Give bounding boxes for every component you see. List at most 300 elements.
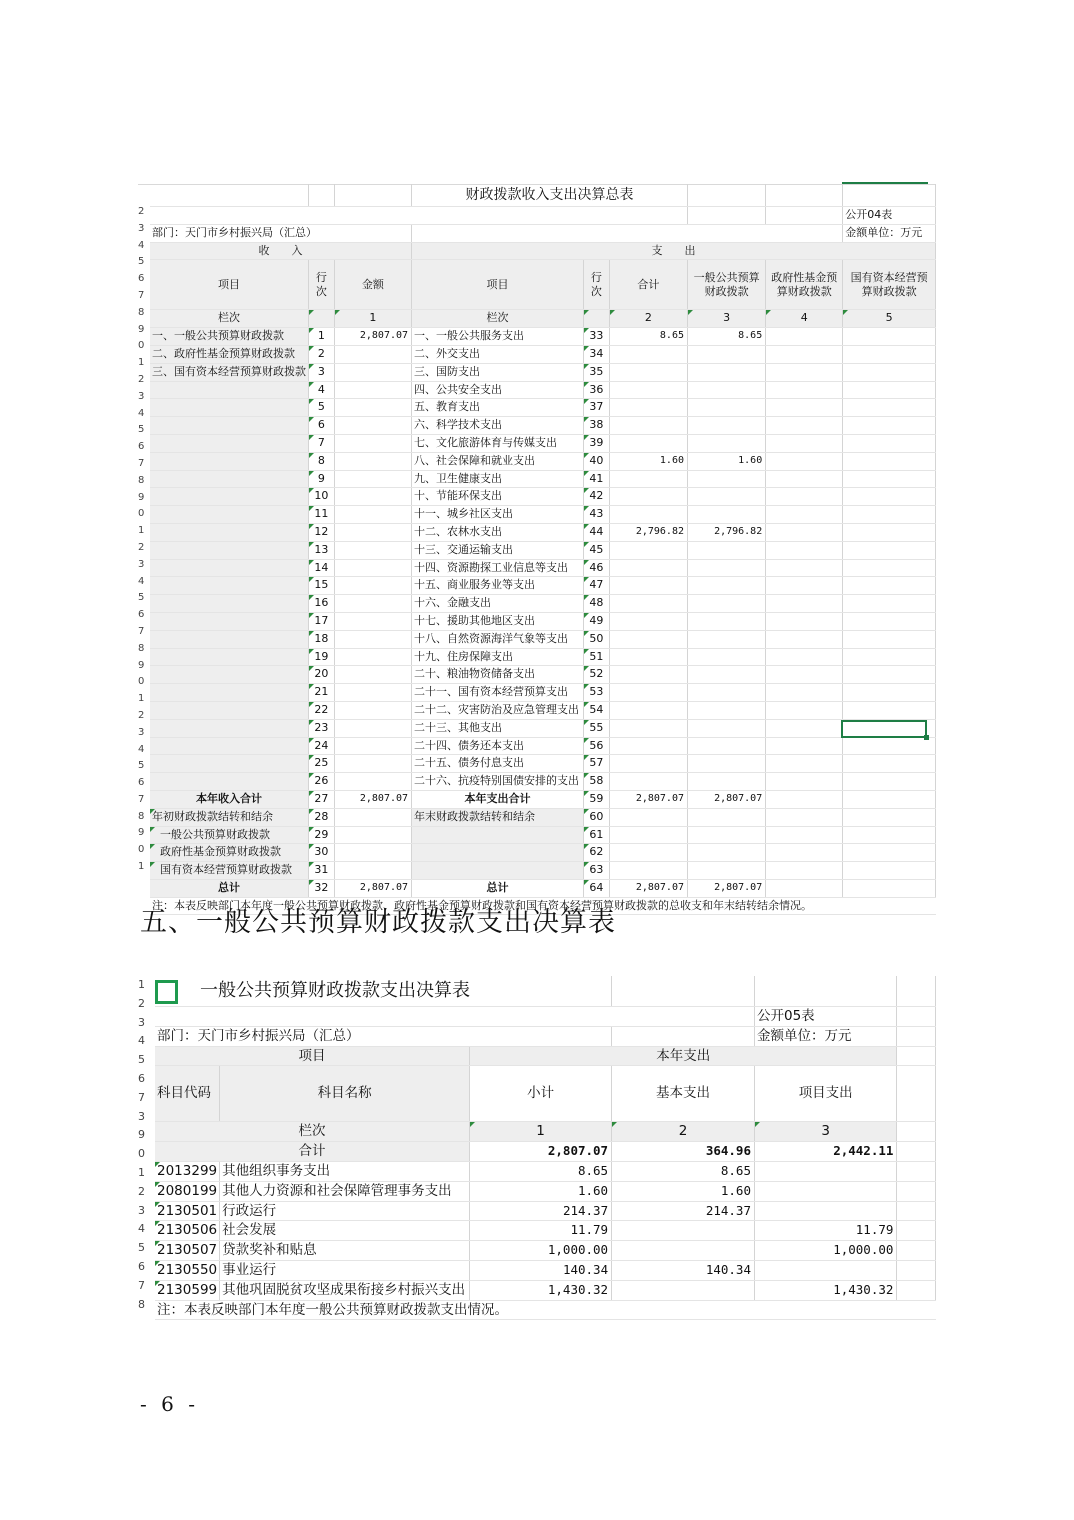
col-index-label[interactable]: 栏次 — [155, 1122, 470, 1142]
income-amount[interactable] — [334, 577, 411, 595]
col-index-2[interactable]: 2 — [612, 1122, 755, 1142]
row-number[interactable]: 4 — [138, 239, 145, 251]
row-number[interactable]: 3 — [138, 1015, 145, 1029]
row-number[interactable]: 3 — [138, 1203, 145, 1217]
expense-total[interactable] — [609, 488, 687, 506]
expense-total[interactable] — [609, 701, 687, 719]
fund-budget-amount[interactable] — [766, 755, 843, 773]
expense-line[interactable]: 33 — [583, 328, 609, 346]
expense-item[interactable]: 十七、援助其他地区支出 — [412, 612, 584, 630]
income-amount[interactable] — [334, 399, 411, 417]
income-amount[interactable] — [334, 541, 411, 559]
col-index-2[interactable]: 2 — [609, 310, 687, 328]
row-number[interactable]: 8 — [138, 1297, 145, 1311]
expense-line[interactable]: 52 — [583, 666, 609, 684]
expense-line[interactable]: 59 — [583, 790, 609, 808]
income-item[interactable] — [150, 399, 309, 417]
row-number[interactable]: 2 — [138, 206, 145, 217]
general-budget-amount[interactable] — [688, 612, 766, 630]
expense-total[interactable] — [609, 470, 687, 488]
income-item[interactable] — [150, 559, 309, 577]
subject-code[interactable]: 2130507 — [155, 1241, 220, 1261]
basic-expense-header[interactable]: 基本支出 — [612, 1066, 755, 1122]
fund-budget-amount[interactable] — [766, 879, 843, 897]
income-line[interactable]: 18 — [309, 630, 335, 648]
expense-line[interactable]: 58 — [583, 773, 609, 791]
active-cell-selection[interactable] — [841, 720, 927, 738]
state-capital-amount[interactable] — [843, 862, 936, 880]
expense-line[interactable]: 57 — [583, 755, 609, 773]
subject-name[interactable]: 贷款奖补和贴息 — [220, 1241, 470, 1261]
expense-total[interactable]: 2,796.82 — [609, 523, 687, 541]
income-item[interactable] — [150, 755, 309, 773]
state-capital-amount[interactable] — [843, 737, 936, 755]
expense-line[interactable]: 34 — [583, 345, 609, 363]
income-line[interactable]: 11 — [309, 506, 335, 524]
general-budget-amount[interactable] — [688, 630, 766, 648]
income-amount[interactable] — [334, 666, 411, 684]
income-line[interactable]: 5 — [309, 399, 335, 417]
basic-amount[interactable]: 140.34 — [612, 1260, 755, 1280]
income-item[interactable]: 总计 — [150, 879, 309, 897]
expense-total[interactable] — [609, 808, 687, 826]
expense-line[interactable]: 53 — [583, 684, 609, 702]
expense-line[interactable]: 61 — [583, 826, 609, 844]
expense-total[interactable] — [609, 506, 687, 524]
general-budget-amount[interactable] — [688, 541, 766, 559]
income-amount[interactable] — [334, 719, 411, 737]
income-line[interactable]: 31 — [309, 862, 335, 880]
fund-budget-amount[interactable] — [766, 328, 843, 346]
fund-budget-amount[interactable] — [766, 434, 843, 452]
income-item[interactable]: 一般公共预算财政拨款 — [150, 826, 309, 844]
income-amount[interactable] — [334, 630, 411, 648]
income-line[interactable]: 22 — [309, 701, 335, 719]
income-amount[interactable] — [334, 523, 411, 541]
expense-item[interactable] — [412, 844, 584, 862]
row-number[interactable]: 2 — [138, 373, 145, 385]
expense-item[interactable]: 九、卫生健康支出 — [412, 470, 584, 488]
expense-total[interactable] — [609, 417, 687, 435]
fund-budget-amount[interactable] — [766, 595, 843, 613]
expense-item[interactable] — [412, 862, 584, 880]
expense-total[interactable]: 8.65 — [609, 328, 687, 346]
expense-total[interactable] — [609, 844, 687, 862]
fund-budget-amount[interactable] — [766, 363, 843, 381]
expense-line-header[interactable]: 行次 — [583, 260, 609, 310]
row-number[interactable]: 6 — [138, 609, 145, 621]
income-line[interactable]: 1 — [309, 328, 335, 346]
subject-code[interactable]: 2013299 — [155, 1161, 220, 1181]
fund-budget-amount[interactable] — [766, 844, 843, 862]
col-index-exp-label[interactable]: 栏次 — [412, 310, 584, 328]
fund-budget-amount[interactable] — [766, 452, 843, 470]
expense-total[interactable] — [609, 684, 687, 702]
row-number[interactable]: 2 — [138, 996, 145, 1010]
subject-code[interactable]: 2130501 — [155, 1201, 220, 1221]
expense-line[interactable]: 42 — [583, 488, 609, 506]
expense-total[interactable] — [609, 577, 687, 595]
expense-total[interactable] — [609, 381, 687, 399]
row-number[interactable]: 4 — [138, 407, 145, 419]
fund-budget-amount[interactable] — [766, 381, 843, 399]
row-number[interactable]: 5 — [138, 1241, 145, 1255]
income-line[interactable]: 19 — [309, 648, 335, 666]
expense-item[interactable]: 年末财政拨款结转和结余 — [412, 808, 584, 826]
expense-item[interactable]: 七、文化旅游体育与传媒支出 — [412, 434, 584, 452]
income-amount[interactable] — [334, 434, 411, 452]
row-number[interactable]: 7 — [138, 625, 145, 637]
row-number[interactable]: 7 — [138, 457, 145, 469]
project-amount[interactable]: 11.79 — [754, 1221, 896, 1241]
state-capital-amount[interactable] — [843, 808, 936, 826]
subject-name[interactable]: 事业运行 — [220, 1260, 470, 1280]
fund-budget-amount[interactable] — [766, 506, 843, 524]
sheet1-form-no[interactable]: 公开04表 — [843, 207, 936, 225]
subject-name[interactable]: 其他巩固脱贫攻坚成果衔接乡村振兴支出 — [220, 1280, 470, 1300]
fund-budget-amount[interactable] — [766, 701, 843, 719]
state-capital-amount[interactable] — [843, 684, 936, 702]
subtotal-header[interactable]: 小计 — [470, 1066, 612, 1122]
sheet1-title[interactable]: 财政拨款收入支出决算总表 — [412, 184, 688, 207]
income-item[interactable] — [150, 523, 309, 541]
general-budget-amount[interactable] — [688, 417, 766, 435]
basic-amount[interactable] — [612, 1280, 755, 1300]
income-line[interactable]: 7 — [309, 434, 335, 452]
row-number[interactable]: 2 — [138, 1184, 145, 1198]
expense-item[interactable]: 总计 — [412, 879, 584, 897]
income-item[interactable] — [150, 577, 309, 595]
expense-line[interactable]: 62 — [583, 844, 609, 862]
expense-item[interactable]: 二十、粮油物资储备支出 — [412, 666, 584, 684]
expense-item-header[interactable]: 项目 — [412, 260, 584, 310]
expense-item[interactable]: 十六、金融支出 — [412, 595, 584, 613]
subject-code[interactable]: 2080199 — [155, 1181, 220, 1201]
fund-budget-amount[interactable] — [766, 612, 843, 630]
income-line-header[interactable]: 行次 — [309, 260, 335, 310]
expense-item[interactable]: 十八、自然资源海洋气象等支出 — [412, 630, 584, 648]
project-amount[interactable] — [754, 1201, 896, 1221]
expense-item[interactable]: 十九、住房保障支出 — [412, 648, 584, 666]
subtotal-amount[interactable]: 1,430.32 — [470, 1280, 612, 1300]
state-capital-amount[interactable] — [843, 755, 936, 773]
basic-amount[interactable] — [612, 1221, 755, 1241]
row-number[interactable]: 6 — [138, 1071, 145, 1085]
state-capital-amount[interactable] — [843, 328, 936, 346]
fund-budget-amount[interactable] — [766, 399, 843, 417]
expense-item[interactable]: 十三、交通运输支出 — [412, 541, 584, 559]
income-item-header[interactable]: 项目 — [150, 260, 309, 310]
expense-item[interactable]: 二、外交支出 — [412, 345, 584, 363]
row-number[interactable]: 5 — [138, 1053, 145, 1067]
general-budget-amount[interactable]: 1.60 — [688, 452, 766, 470]
expense-item[interactable]: 十五、商业服务业等支出 — [412, 577, 584, 595]
sheet1-unit[interactable]: 金额单位：万元 — [843, 224, 936, 242]
expense-total[interactable] — [609, 666, 687, 684]
expense-item[interactable]: 六、科学技术支出 — [412, 417, 584, 435]
col-index-1[interactable]: 1 — [470, 1122, 612, 1142]
expense-line[interactable]: 45 — [583, 541, 609, 559]
expense-total[interactable] — [609, 595, 687, 613]
state-capital-amount[interactable] — [843, 434, 936, 452]
row-number[interactable]: 3 — [138, 1109, 145, 1123]
row-number[interactable]: 9 — [138, 323, 145, 335]
fund-budget-amount[interactable] — [766, 541, 843, 559]
state-capital-amount[interactable] — [843, 666, 936, 684]
income-amount[interactable]: 2,807.07 — [334, 879, 411, 897]
state-capital-amount[interactable] — [843, 559, 936, 577]
general-budget-amount[interactable] — [688, 684, 766, 702]
state-capital-amount[interactable] — [843, 648, 936, 666]
row-number[interactable]: 3 — [138, 558, 145, 570]
income-item[interactable]: 国有资本经营预算财政拨款 — [150, 862, 309, 880]
year-expense-header[interactable]: 本年支出 — [470, 1046, 897, 1066]
empty-cell[interactable] — [897, 1260, 936, 1280]
fund-budget-amount[interactable] — [766, 648, 843, 666]
subject-name[interactable]: 其他人力资源和社会保障管理事务支出 — [220, 1181, 470, 1201]
general-budget-amount[interactable] — [688, 844, 766, 862]
project-amount[interactable]: 1,430.32 — [754, 1280, 896, 1300]
income-line[interactable]: 24 — [309, 737, 335, 755]
income-line[interactable]: 15 — [309, 577, 335, 595]
state-capital-amount[interactable] — [843, 506, 936, 524]
general-budget-amount[interactable]: 2,807.07 — [688, 879, 766, 897]
row-number[interactable]: 6 — [138, 441, 145, 453]
state-capital-amount[interactable] — [843, 577, 936, 595]
income-item[interactable]: 政府性基金预算财政拨款 — [150, 844, 309, 862]
income-amount[interactable] — [334, 826, 411, 844]
expense-line[interactable]: 49 — [583, 612, 609, 630]
general-budget-amount[interactable] — [688, 595, 766, 613]
expense-item[interactable]: 五、教育支出 — [412, 399, 584, 417]
income-item[interactable] — [150, 630, 309, 648]
general-budget-amount[interactable] — [688, 470, 766, 488]
income-amount[interactable] — [334, 381, 411, 399]
sheet2-dept[interactable]: 部门：天门市乡村振兴局（汇总） — [155, 1026, 612, 1046]
expense-line[interactable]: 44 — [583, 523, 609, 541]
fund-budget-amount[interactable] — [766, 666, 843, 684]
income-item[interactable] — [150, 737, 309, 755]
empty-cell[interactable] — [897, 1161, 936, 1181]
fund-budget-amount[interactable] — [766, 808, 843, 826]
general-budget-amount[interactable]: 2,807.07 — [688, 790, 766, 808]
expense-item[interactable]: 二十三、其他支出 — [412, 719, 584, 737]
fund-budget-amount[interactable] — [766, 488, 843, 506]
empty-cell[interactable] — [897, 1280, 936, 1300]
income-amount[interactable] — [334, 773, 411, 791]
state-capital-amount[interactable] — [843, 790, 936, 808]
subject-code[interactable]: 2130599 — [155, 1280, 220, 1300]
expense-total[interactable] — [609, 434, 687, 452]
expense-total[interactable] — [609, 826, 687, 844]
expense-line[interactable]: 39 — [583, 434, 609, 452]
general-budget-amount[interactable] — [688, 701, 766, 719]
expense-line[interactable]: 56 — [583, 737, 609, 755]
income-amount[interactable] — [334, 844, 411, 862]
income-line[interactable]: 21 — [309, 684, 335, 702]
subtotal-amount[interactable]: 140.34 — [470, 1260, 612, 1280]
general-budget-amount[interactable] — [688, 719, 766, 737]
row-number[interactable]: 8 — [138, 306, 145, 318]
expense-total[interactable] — [609, 862, 687, 880]
expense-total[interactable]: 2,807.07 — [609, 790, 687, 808]
fund-budget-amount[interactable] — [766, 719, 843, 737]
expense-line[interactable]: 50 — [583, 630, 609, 648]
income-line[interactable]: 13 — [309, 541, 335, 559]
subject-code[interactable]: 2130550 — [155, 1260, 220, 1280]
general-budget-amount[interactable]: 8.65 — [688, 328, 766, 346]
row-number[interactable]: 8 — [138, 474, 145, 486]
sheet1-dept[interactable]: 部门：天门市乡村振兴局（汇总） — [150, 224, 412, 242]
empty-cell[interactable] — [897, 1181, 936, 1201]
row-number[interactable]: 0 — [138, 844, 145, 856]
expense-item[interactable]: 二十二、灾害防治及应急管理支出 — [412, 701, 584, 719]
income-item[interactable] — [150, 719, 309, 737]
row-number[interactable]: 1 — [138, 693, 145, 705]
expense-line[interactable]: 60 — [583, 808, 609, 826]
income-line[interactable]: 20 — [309, 666, 335, 684]
income-line[interactable]: 32 — [309, 879, 335, 897]
row-number[interactable]: 9 — [138, 827, 145, 839]
row-number[interactable]: 6 — [138, 777, 145, 789]
income-item[interactable] — [150, 648, 309, 666]
row-number[interactable]: 4 — [138, 1222, 145, 1236]
income-item[interactable] — [150, 434, 309, 452]
total-subtotal[interactable]: 2,807.07 — [470, 1142, 612, 1162]
row-number[interactable]: 5 — [138, 760, 145, 772]
row-number[interactable]: 8 — [138, 810, 145, 822]
row-number[interactable]: 5 — [138, 592, 145, 604]
fund-budget-amount[interactable] — [766, 345, 843, 363]
income-item[interactable]: 年初财政拨款结转和结余 — [150, 808, 309, 826]
general-budget-amount[interactable] — [688, 434, 766, 452]
general-budget-amount[interactable] — [688, 666, 766, 684]
expense-item[interactable]: 本年支出合计 — [412, 790, 584, 808]
row-number[interactable]: 6 — [138, 273, 145, 285]
fund-budget-amount[interactable] — [766, 826, 843, 844]
general-budget-amount[interactable] — [688, 648, 766, 666]
income-amount[interactable]: 2,807.07 — [334, 328, 411, 346]
income-item[interactable] — [150, 488, 309, 506]
expense-item[interactable] — [412, 826, 584, 844]
sheet2-form-no[interactable]: 公开05表 — [754, 1007, 896, 1027]
income-amount[interactable] — [334, 862, 411, 880]
state-capital-amount[interactable] — [843, 381, 936, 399]
expense-line[interactable]: 63 — [583, 862, 609, 880]
income-item[interactable] — [150, 595, 309, 613]
state-capital-amount[interactable] — [843, 844, 936, 862]
general-budget-amount[interactable] — [688, 345, 766, 363]
expense-total[interactable] — [609, 773, 687, 791]
row-number[interactable]: 1 — [138, 525, 145, 537]
expense-line[interactable]: 54 — [583, 701, 609, 719]
income-item[interactable] — [150, 452, 309, 470]
code-header[interactable]: 科目代码 — [155, 1066, 220, 1122]
project-amount[interactable] — [754, 1181, 896, 1201]
income-line[interactable]: 25 — [309, 755, 335, 773]
income-amount[interactable] — [334, 595, 411, 613]
expense-total[interactable] — [609, 737, 687, 755]
sheet2-note[interactable]: 注：本表反映部门本年度一般公共预算财政拨款支出情况。 — [155, 1300, 936, 1320]
empty-cell[interactable] — [897, 1221, 936, 1241]
state-capital-amount[interactable] — [843, 879, 936, 897]
row-number[interactable]: 0 — [138, 340, 145, 352]
income-line[interactable]: 3 — [309, 363, 335, 381]
income-item[interactable]: 三、国有资本经营预算财政拨款 — [150, 363, 309, 381]
sheet2-title[interactable]: 一般公共预算财政拨款支出决算表 — [155, 976, 612, 1007]
row-number[interactable]: 1 — [138, 978, 145, 991]
fund-budget-amount[interactable] — [766, 523, 843, 541]
expense-line[interactable]: 35 — [583, 363, 609, 381]
empty-cell[interactable] — [897, 1201, 936, 1221]
basic-amount[interactable]: 1.60 — [612, 1181, 755, 1201]
row-number[interactable]: 0 — [138, 508, 145, 520]
income-line[interactable]: 10 — [309, 488, 335, 506]
expense-line[interactable]: 51 — [583, 648, 609, 666]
income-amount[interactable] — [334, 612, 411, 630]
income-line[interactable]: 6 — [309, 417, 335, 435]
fund-budget-amount[interactable] — [766, 577, 843, 595]
row-number[interactable]: 7 — [138, 793, 145, 805]
general-budget-amount[interactable] — [688, 506, 766, 524]
basic-amount[interactable]: 8.65 — [612, 1161, 755, 1181]
income-item[interactable]: 本年收入合计 — [150, 790, 309, 808]
state-capital-amount[interactable] — [843, 523, 936, 541]
expense-header[interactable]: 支 出 — [412, 242, 936, 260]
row-number[interactable]: 7 — [138, 289, 145, 301]
expense-item[interactable]: 四、公共安全支出 — [412, 381, 584, 399]
row-number[interactable]: 2 — [138, 541, 145, 553]
fund-budget-amount[interactable] — [766, 790, 843, 808]
row-number[interactable]: 1 — [138, 861, 145, 873]
income-line[interactable]: 28 — [309, 808, 335, 826]
income-line[interactable]: 4 — [309, 381, 335, 399]
income-amount[interactable] — [334, 363, 411, 381]
income-amount[interactable] — [334, 488, 411, 506]
state-capital-amount[interactable] — [843, 773, 936, 791]
general-budget-amount[interactable] — [688, 737, 766, 755]
fund-budget-amount[interactable] — [766, 630, 843, 648]
state-capital-amount[interactable] — [843, 363, 936, 381]
state-capital-amount[interactable] — [843, 488, 936, 506]
general-budget-header[interactable]: 一般公共预算财政拨款 — [688, 260, 766, 310]
general-budget-amount[interactable] — [688, 755, 766, 773]
col-index-4[interactable]: 4 — [766, 310, 843, 328]
row-number[interactable]: 7 — [138, 1278, 145, 1292]
general-budget-amount[interactable] — [688, 773, 766, 791]
row-number[interactable]: 4 — [138, 575, 145, 587]
row-number[interactable]: 2 — [138, 709, 145, 721]
expense-item[interactable]: 八、社会保障和就业支出 — [412, 452, 584, 470]
row-number[interactable]: 9 — [138, 491, 145, 503]
general-budget-amount[interactable] — [688, 862, 766, 880]
state-capital-amount[interactable] — [843, 826, 936, 844]
row-number[interactable]: 9 — [138, 659, 145, 671]
income-line[interactable]: 2 — [309, 345, 335, 363]
income-line[interactable]: 17 — [309, 612, 335, 630]
fund-budget-amount[interactable] — [766, 684, 843, 702]
expense-total[interactable] — [609, 719, 687, 737]
expense-item[interactable]: 十四、资源勘探工业信息等支出 — [412, 559, 584, 577]
expense-item[interactable]: 二十五、债务付息支出 — [412, 755, 584, 773]
row-number[interactable]: 6 — [138, 1259, 145, 1273]
subject-name[interactable]: 社会发展 — [220, 1221, 470, 1241]
income-amount[interactable] — [334, 345, 411, 363]
general-budget-amount[interactable] — [688, 381, 766, 399]
income-line[interactable]: 30 — [309, 844, 335, 862]
general-budget-amount[interactable] — [688, 488, 766, 506]
general-budget-amount[interactable] — [688, 363, 766, 381]
